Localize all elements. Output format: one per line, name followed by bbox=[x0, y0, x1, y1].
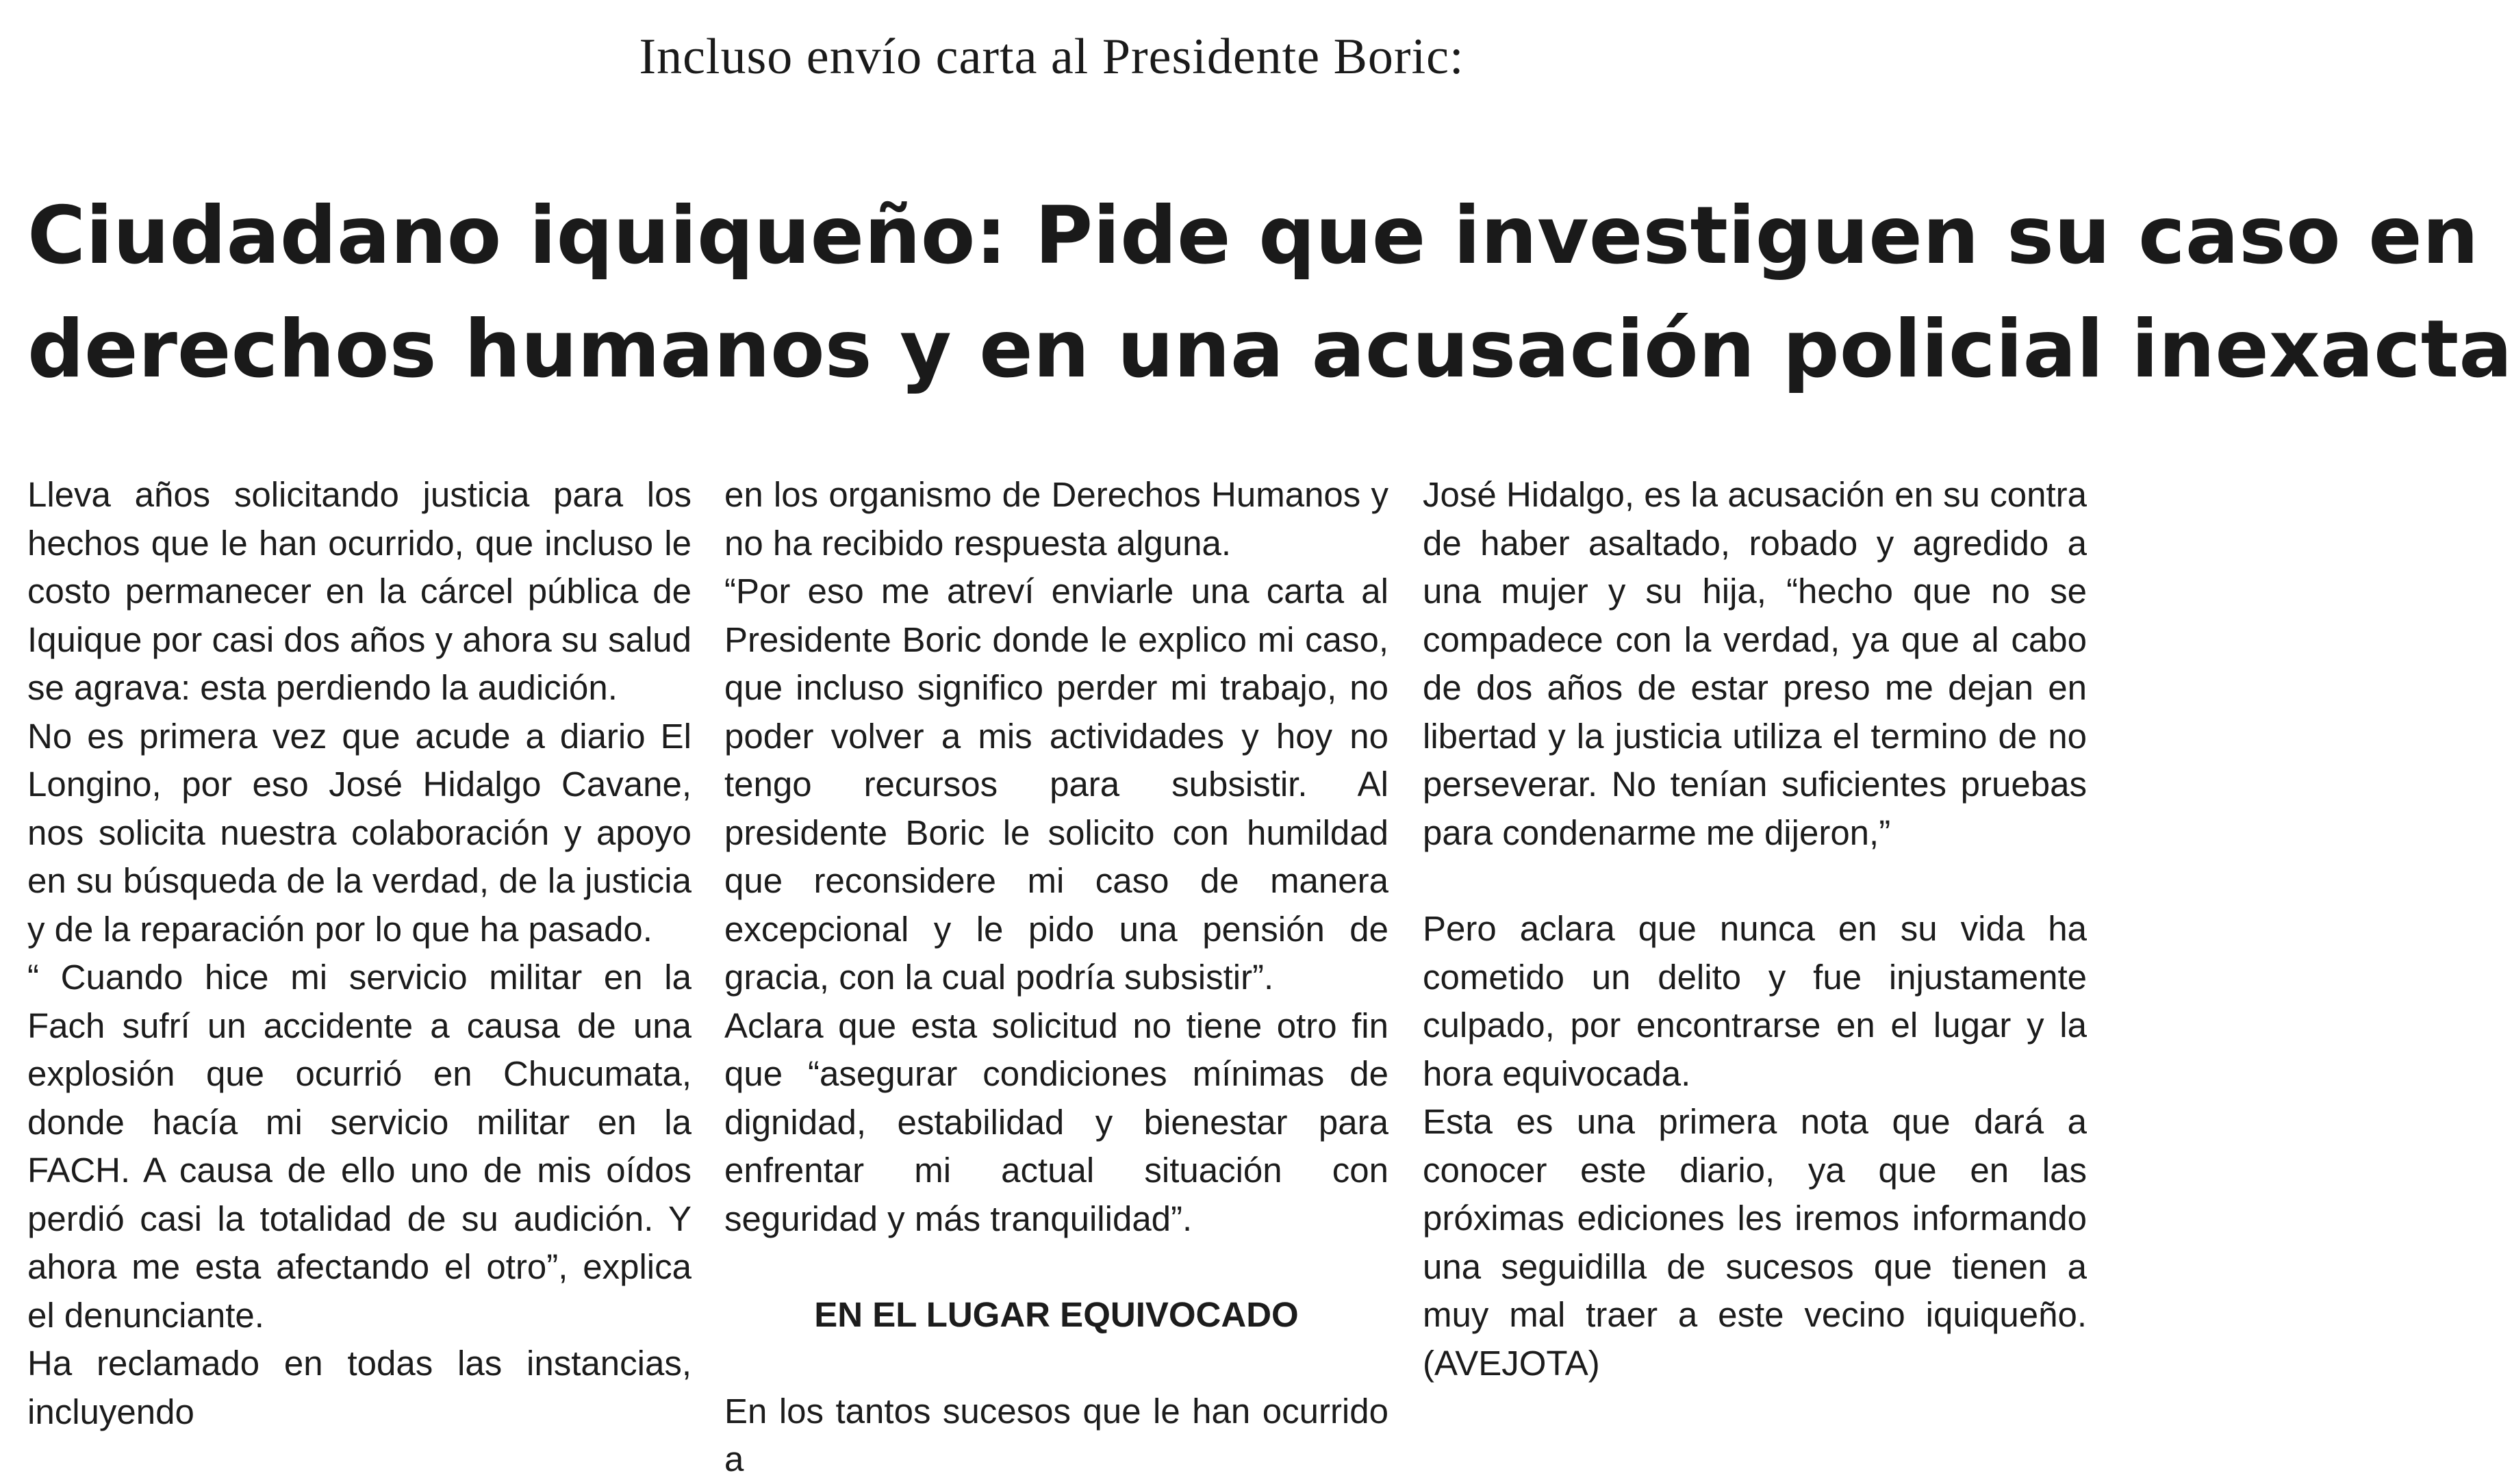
paragraph: En los tantos sucesos que le han ocurrido a bbox=[724, 1391, 1388, 1479]
paragraph: Aclara que esta solicitud no tiene otro fin que “asegurar condiciones mínimas de dignidad, estabilidad y bienestar para enfrentar mi actual situación con seguridad y más tranquilidad”. bbox=[724, 1006, 1388, 1238]
spacer bbox=[724, 1243, 1388, 1291]
article-headline bbox=[27, 179, 2512, 407]
paragraph: Ha reclamado en todas las instancias, incluyendo bbox=[27, 1344, 692, 1431]
headline-line-1: Ciudadano iquiqueño: Pide que investiguen su caso en bbox=[27, 190, 2479, 282]
headline-line-2: derechos humanos y en una acusación policial inexacta bbox=[27, 303, 2512, 396]
paragraph: “ Cuando hice mi servicio militar en la Fach sufrí un accidente a causa de una explosión que ocurrió en Chucumata, donde hacía mi servicio militar en la FACH. A causa de ello uno de mis oídos perdió casi la totalidad de su audición. Y ahora me esta afectando el otro”, explica el denunciante. bbox=[27, 958, 692, 1335]
paragraph: José Hidalgo, es la acusación en su contra de haber asaltado, robado y agredido a una mujer y su hija, “hecho que no se compadece con la verdad, ya que al cabo de dos años de estar preso me dejan en libertad y la justicia utiliza el termino de no perseverar. No tenían suficientes pruebas para condenarme me dijeron,” bbox=[1423, 475, 2087, 852]
section-subheading: EN EL LUGAR EQUIVOCADO bbox=[814, 1295, 1299, 1334]
article-column-1 bbox=[27, 471, 692, 1436]
article-kicker: Incluso envío carta al Presidente Boric: bbox=[639, 29, 1464, 85]
article-column-3 bbox=[1423, 471, 2087, 1387]
spacer bbox=[724, 1340, 1388, 1387]
paragraph: “Por eso me atreví enviarle una carta al Presidente Boric donde le explico mi caso, que incluso significo perder mi trabajo, no poder volver a mis actividades y hoy no tengo recursos para subsistir. Al presidente Boric le solicito con humildad que reconsidere mi caso de manera excepcional y le pido una pensión de gracia, con la cual podría subsistir”. bbox=[724, 572, 1388, 997]
paragraph: No es primera vez que acude a diario El Longino, por eso José Hidalgo Cavane, nos solicita nuestra colaboración y apoyo en su búsqueda de la verdad, de la justicia y de la reparación por lo que ha pasado. bbox=[27, 716, 692, 949]
article-column-2 bbox=[724, 471, 1388, 1484]
paragraph: Pero aclara que nunca en su vida ha cometido un delito y fue injustamente culpado, por encontrarse en el lugar y la hora equivocada. bbox=[1423, 909, 2087, 1093]
paragraph: Esta es una primera nota que dará a conocer este diario, ya que en las próximas ediciones les iremos informando una seguidilla de sucesos que tienen a muy mal traer a este vecino iquiqueño. (AVEJOTA) bbox=[1423, 1102, 2087, 1383]
paragraph: Lleva años solicitando justicia para los hechos que le han ocurrido, que incluso le costo permanecer en la cárcel pública de Iquique por casi dos años y ahora su salud se agrava: esta perdiendo la audición. bbox=[27, 475, 692, 707]
spacer bbox=[1423, 857, 2087, 905]
paragraph: en los organismo de Derechos Humanos y no ha recibido respuesta alguna. bbox=[724, 475, 1388, 563]
